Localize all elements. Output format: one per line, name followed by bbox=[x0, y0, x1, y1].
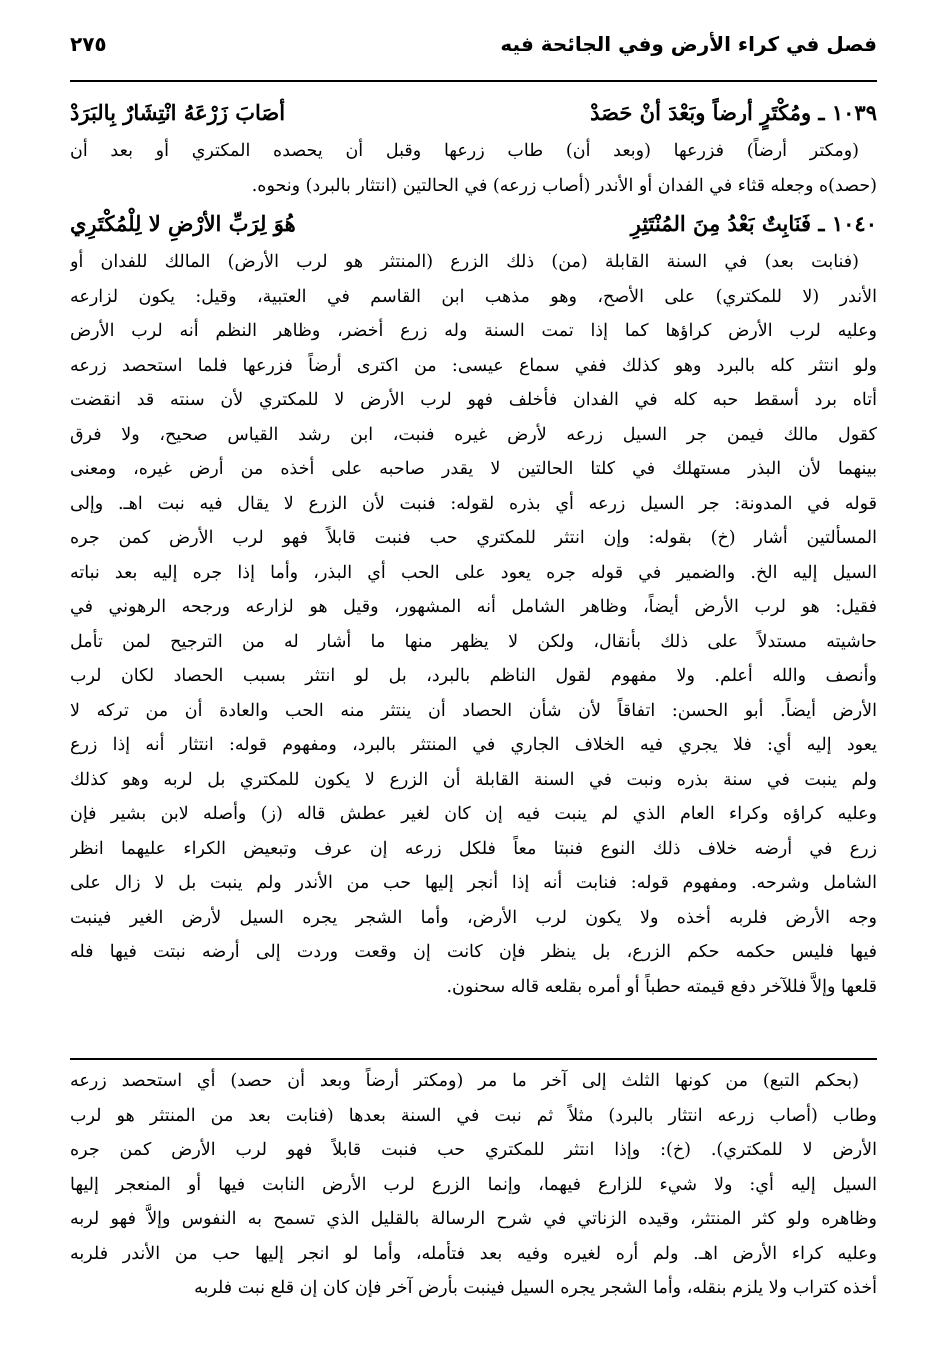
text-line: وعليه كراء الأرض اهـ. ولم أره لغيره وفيه بعد فتأمله، وأما لو انجر إليها حب من الأندر فلربه bbox=[70, 1243, 877, 1264]
text-line: السيل إليه أي: ولا شيء للزارع فيهما، وإنما الزرع لرب الأرض النابت فيها أو المنعجر إليها bbox=[70, 1174, 877, 1195]
text-line: أخذه كتراب ولا يلزم بنقله، وأما الشجر يجره السيل فينبت بأرض آخر فإن كان إن قلع نبت فلربه bbox=[194, 1278, 877, 1298]
text-line: وأنصف والله أعلم. ولا مفهوم لقول الناظم بالبرد، بل لو انتثر بسبب الحصاد لكان لرب bbox=[70, 666, 877, 686]
text-line: بينهما لأن البذر مستهلك في كلتا الحالتين لا يقدر صاحبه على أخذه من أرض غيره، ومعنى bbox=[70, 459, 877, 479]
text-line: قوله في المدونة: جر السيل زرعه أي بذره لقوله: فنبت لأن الزرع لا يقال فيه نبت اهـ. وإلى bbox=[70, 493, 877, 514]
verse-1040 bbox=[70, 203, 877, 245]
text-line: الأندر (لا للمكتري) على الأصح، وهو مذهب ابن القاسم في العتبية، وقيل: يكون لزارعه bbox=[70, 286, 877, 307]
text-line: الأرض لا للمكتري). (خ): وإذا انتثر للمكتري حب فنبت قابلاً فهو لرب الأرض كمن جره bbox=[70, 1140, 877, 1160]
text-line: زرع في أرضه خلاف ذلك النوع فنبتا معاً فلكل زرعه إن عرف وتبعيض الكراء عليهما انظر bbox=[70, 838, 877, 859]
verse-hemistich-left: هُوَ لِرَبِّ الأرْضِ لا لِلْمُكْتَرِي bbox=[70, 211, 296, 236]
verse-hemistich-right: ١٠٤٠ ـ فَنَابِتٌ بَعْدُ مِنَ المُنْتَثِرِ bbox=[630, 211, 877, 236]
header-rule bbox=[70, 80, 877, 82]
text-line: (حصد)ه وجعله قثاء في الفدان أو الأندر (أصاب زرعه) في الحالتين (انتثار بالبرد) ونحوه. bbox=[251, 175, 877, 196]
text-line: فيها فليس حكمه حكم الزرع، بل ينظر فإن كانت إن وقعت وردت إلى أرضه نبتت فيها فله bbox=[70, 942, 877, 962]
text-line: قلعها وإلاَّ فللآخر دفع قيمته حطباً أو أمره بقلعه قاله سحنون. bbox=[446, 976, 877, 997]
text-line: يعود إليه أي: فلا يجري فيه الخلاف الجاري في المنتثر بالبرد، ومفهوم قوله: انتثار أنه إذا زرع bbox=[70, 735, 877, 755]
text-line: وطاب (أصاب زرعه انتثار بالبرد) مثلاً ثم نبت في السنة بعدها (فنابت بعد من المنتثر هو لرب bbox=[70, 1105, 877, 1126]
text-line: الأرض أيضاً. أبو الحسن: اتفاقاً لأن شأن الحصاد أن ينتثر منه الحب والعادة أن من تركه لا bbox=[70, 700, 877, 721]
page-number: ٢٧٥ bbox=[70, 32, 107, 56]
text-line: السيل إليه الخ. والضمير في قوله جره يعود على الحب أي البذر، وأما إذا جره إليه بعد نباته bbox=[70, 562, 877, 583]
text-line: (بحكم التبع) من كونها الثلث إلى آخر ما مر (ومكتر أرضاً وبعد أن حصد) أي استحصد زرعه bbox=[70, 1071, 859, 1091]
footnote-rule bbox=[70, 1058, 877, 1060]
text-line: المسألتين أشار (خ) بقوله: وإن انتثر للمكتري حب فنبت قابلاً فهو لرب الأرض كمن جره bbox=[70, 528, 877, 548]
text-line: (فنابت بعد) في السنة القابلة (من) ذلك الزرع (المنتثر هو لرب الأرض) المالك للفدان أو bbox=[70, 252, 859, 272]
verse-1039 bbox=[70, 92, 877, 134]
main-text bbox=[70, 92, 877, 1004]
text-line: كقول مالك فيمن جر السيل زرعه لأرض غيره فنبت، ابن رشد القياس صحيح، ولا فرق bbox=[70, 424, 877, 445]
text-line: وعليه لرب الأرض كراؤها كما إذا تمت السنة وله زرع أخضر، وظاهر النظم أنه لرب الأرض bbox=[70, 321, 877, 341]
text-line: فقيل: هو لرب الأرض أيضاً، وظاهر الشامل أنه المشهور، وقيل هو لزارعه ورجحه الرهوني في bbox=[70, 597, 877, 617]
verse-hemistich-left: أصَابَ زَرْعَهُ انْتِشَارٌ بِالبَرَدْ bbox=[70, 100, 286, 125]
text-line: وجه الأرض فلربه أخذه ولا يكون لرب الأرض، وأما الشجر يجره السيل لأرض الغير فينبت bbox=[70, 907, 877, 928]
text-line: ولو انتثر كله بالبرد وهو كذلك ففي سماع عيسى: من اكترى أرضاً فزرعها فلما استحصد زرعه bbox=[70, 355, 877, 376]
running-header bbox=[70, 28, 877, 68]
text-line: ولم ينبت في سنة بذره ونبت في السنة القابلة أن الزرع لا يكون للمكتري بل لربه وهو كذلك bbox=[70, 769, 877, 790]
footnote-text bbox=[70, 1064, 877, 1306]
chapter-title: فصل في كراء الأرض وفي الجائحة فيه bbox=[500, 32, 877, 56]
text-line: وعليه كراؤه وكراء العام الذي لم ينبت فيه إن كان لغير عطش قاله (ز) وأصله لابن بشير فإن bbox=[70, 804, 877, 824]
text-line: وظاهره ولو كثر المنتثر، وقيده الزناتي في شرح الرسالة بالقليل الذي تسمح به النفوس وإلاَّ فهو لربه bbox=[70, 1209, 877, 1229]
text-line: (ومكتر أرضاً) فزرعها (وبعد أن) طاب زرعها وقبل أن يحصده المكتري أو بعد أن bbox=[70, 141, 859, 161]
text-line: حاشيته مستدلاً على ذلك بأنقال، ولكن لا يظهر منها ما أشار له من الترجيح لمن تأمل bbox=[70, 631, 877, 652]
text-line: الشامل وشرحه. ومفهوم قوله: فنابت أنه إذا أنجر إليها حب من الأندر ولم ينبت بل لا زال على bbox=[70, 873, 877, 893]
text-line: أتاه برد أسقط حبه كله في الفدان فأخلف فهو لرب الأرض لا للمكتري لأن سنته قد انقضت bbox=[70, 390, 877, 410]
verse-hemistich-right: ١٠٣٩ ـ ومُكْتَرٍ أرضاً وبَعْدَ أنْ حَصَدْ bbox=[590, 100, 877, 125]
